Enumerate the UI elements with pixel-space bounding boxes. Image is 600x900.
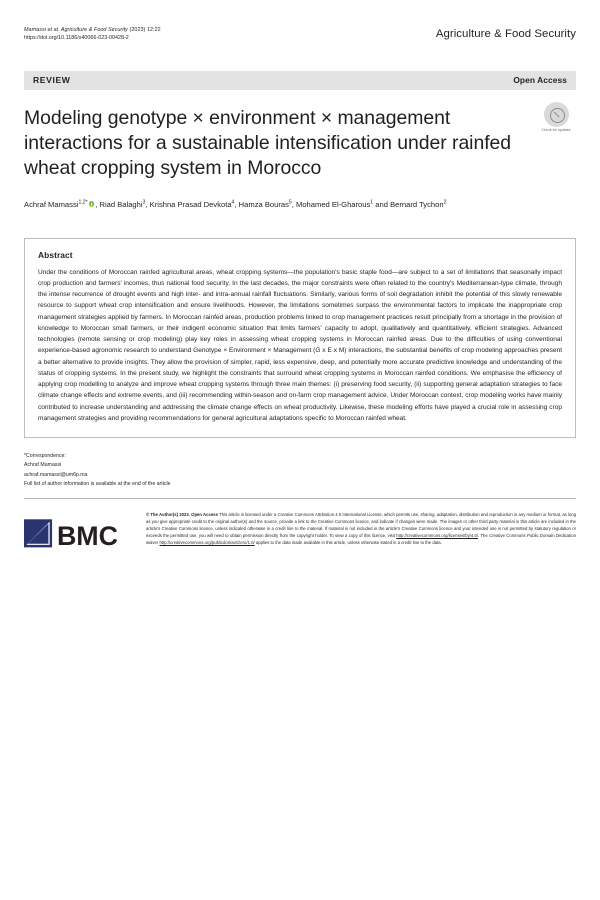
page-title: Modeling genotype × environment × management interactions for a sustainable intensification under rainfed wheat cropping system in Morocco	[24, 106, 512, 180]
bmc-logo	[24, 510, 146, 556]
crossmark-icon	[544, 102, 569, 127]
footer	[24, 510, 576, 556]
citation-line	[24, 26, 161, 34]
author-names-rest: , Riad Balaghi$^3$, Krishna Prasad Devkota$^4$, Hamza Bouras$^5$, Mohamed El‑Gharous$^1$ and Bernard Tychon$^2$	[95, 199, 447, 210]
crossmark-label: Check for updates	[541, 128, 571, 133]
running-head-citation	[24, 26, 161, 43]
running-head	[24, 26, 576, 49]
license-link-zero[interactable]: http://creativecommons.org/publicdomain/zero/1.0/	[159, 540, 255, 546]
correspondence-note: Full list of author information is available at the end of the article	[24, 480, 171, 487]
citation-text: Mamassi et al. Agriculture & Food Security	[24, 27, 128, 33]
correspondence-block	[24, 452, 576, 489]
orcid-icon[interactable]	[89, 201, 95, 207]
abstract-box	[24, 238, 576, 439]
title-block	[24, 106, 576, 182]
abstract-text: Under the conditions of Moroccan rainfed agricultural areas, wheat cropping systems—the population's basic staple food—are subject to a set of limitations that seasonally impact crop production and farmers' incomes, thus national food security. In the last decades, the major constraints were often related to the country's Mediterranean-type climate, through the intense recurrence of drought events and high inter- and intra-annual rainfall fluctuations. Similarly, various forms of soil degradation inhibit the potential of this slowly renewable resource to support wheat crop intensification and ensure livelihoods. However, the limitations sometimes surpass the environmental factors to implicate the inappropriate crop management strategies applied by farmers. In Moroccan rainfed areas, production problems linked to crop management practices result principally from a shortage in the provision of knowledge to Moroccan small farmers, or their indigent economic situation that limits farmers' capacity to adopt, qualitatively and quantitatively, efficient strategies. Advanced technologies (remote sensing or crop modeling) play key roles in assessing wheat cropping systems in Moroccan rainfed areas. Due to the difficulties of using conventional experience-based agronomic research to understand Genotype × Environment × Management (G x E x M) interactions, the substantial benefits of crop modeling approaches present a better alternative to provide insights. They allow the provision of simpler, rapid, less expensive, deep, and potentially more accurate predictive knowledge and understanding of the status of cropping systems. In the present study, we highlight the constraints that surround wheat cropping systems in Moroccan rainfed conditions. We emphasise the efficiency of applying crop modelling to analyze and improve wheat cropping systems through three main themes: (i) preserving food security, (ii) supporting general adaptation strategies to face climate change effects and extreme events, and (iii) recommending within-season and on-farm crop management advice. Under Moroccan context, crop modeling works have mainly contributed to increase understanding and addressing the climate change effects on wheat productivity. Likewise, these modeling efforts have played a crucial role in assessing crop management strategies and providing recommendations for general agricultural adaptations specific to Moroccan rainfed wheat.	[38, 268, 562, 422]
citation-volume: (2023) 12:22	[129, 27, 161, 33]
license-link-by[interactable]: http://creativecommons.org/licenses/by/4.0/	[396, 533, 479, 539]
correspondence-email[interactable]: achraf.mamassi@um6p.ma	[24, 471, 88, 478]
author-list	[24, 198, 544, 211]
doi-link[interactable]: https://doi.org/10.1186/s40066-023-00428-2	[24, 35, 129, 42]
svg-text:BMC: BMC	[56, 521, 119, 552]
article-type-bar	[24, 71, 576, 90]
correspondence-label: *Correspondence:	[24, 453, 66, 460]
license-text: © The Author(s) 2023. Open Access This article is licensed under a Creative Commons Attribution 4.0 International License, which permits use, sharing, adaptation, distribution and reproduction in any medium or format, as long as you give appropriate credit to the original author(s) and the source, provide a link to the Creative Commons licence, and indicate if changes were made. The images or other third party material in this article are included in the article's Creative Commons licence, unless indicated otherwise in a credit line to the material. If material is not included in the article's Creative Commons licence and your intended use is not permitted by statutory regulation or exceeds the permitted use, you will need to obtain permission directly from the copyright holder. To view a copy of this licence, visit http://creativecommons.org/licenses/by/4.0/. The Creative Commons Public Domain Dedication waiver http://creativecommons.org/publicdomain/zero/1.0/ applies to the data made available in this article, unless otherwise stated in a credit line to the data.	[146, 512, 577, 546]
author-names: Achraf Mamassi$^{1,2*}$	[24, 199, 88, 210]
crossmark-badge[interactable]	[536, 102, 576, 133]
correspondence-name: Achraf Mamassi	[24, 462, 62, 469]
journal-title: Agriculture & Food Security	[435, 28, 576, 40]
abstract-heading: Abstract	[38, 249, 73, 260]
article-type-label: REVIEW	[33, 75, 71, 86]
open-access-label: Open Access	[513, 75, 567, 86]
footer-divider	[24, 498, 576, 499]
